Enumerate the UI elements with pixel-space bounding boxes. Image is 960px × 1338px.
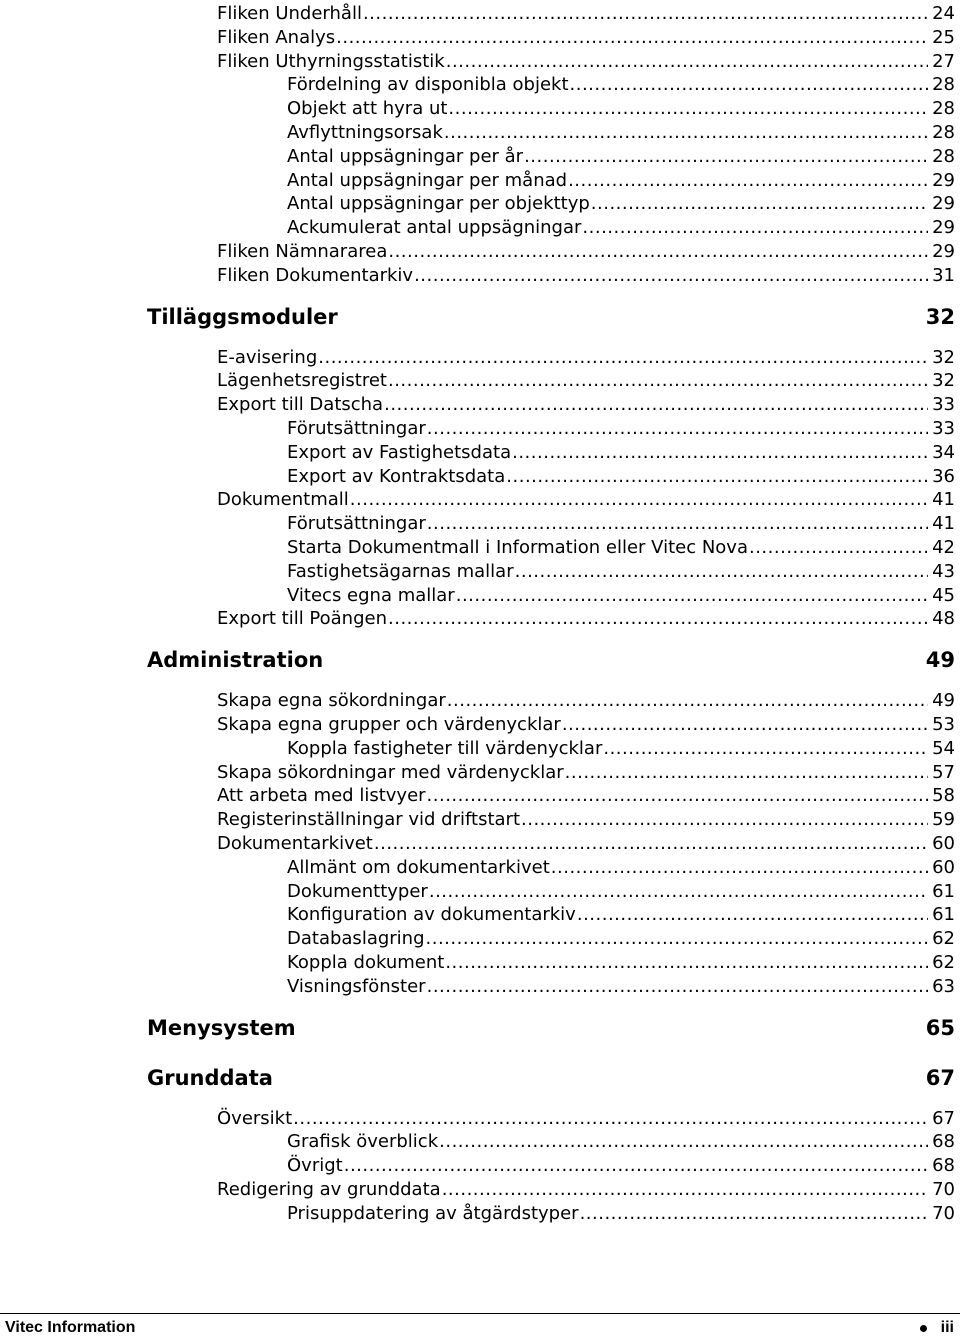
toc-entry-title: Objekt att hyra ut — [287, 98, 448, 120]
toc-entry[interactable] — [287, 737, 955, 761]
toc-entry[interactable] — [287, 927, 955, 951]
toc-entry-page: 41 — [932, 513, 955, 535]
toc-entry-title: Export av Fastighetsdata — [287, 441, 512, 463]
toc-leader-dots — [521, 808, 928, 832]
toc-entry[interactable] — [287, 584, 955, 608]
toc-entry[interactable] — [217, 50, 955, 74]
toc-leader-dots — [426, 927, 929, 951]
toc-leader-dots — [448, 97, 928, 121]
toc-entry[interactable] — [287, 560, 955, 584]
toc-entry-title: Antal uppsägningar per objekttyp — [287, 193, 590, 215]
toc-entry[interactable] — [287, 145, 955, 169]
toc-entry[interactable] — [287, 441, 955, 465]
toc-entry[interactable] — [287, 951, 955, 975]
toc-leader-dots — [427, 784, 929, 808]
toc-entry-title: Fliken Dokumentarkiv — [217, 264, 414, 286]
toc-section-page: 49 — [925, 648, 955, 673]
toc-entry-title: Skapa egna sökordningar — [217, 690, 446, 712]
toc-leader-dots — [350, 488, 928, 512]
toc-entry[interactable] — [287, 856, 955, 880]
toc-leader-dots — [388, 369, 928, 393]
toc-entry[interactable] — [287, 417, 955, 441]
toc-entry-page: 24 — [932, 3, 955, 24]
footer-divider — [0, 1313, 960, 1314]
toc-entry-title: Koppla dokument — [287, 952, 445, 973]
toc-entry-page: 45 — [932, 584, 955, 606]
toc-entry-title: Lägenhetsregistret — [217, 370, 387, 392]
toc-entry-title: Fliken Uthyrningsstatistik — [217, 50, 445, 72]
toc-leader-dots — [445, 951, 928, 975]
toc-entry[interactable] — [287, 97, 955, 121]
toc-leader-dots — [562, 713, 928, 737]
bullet-icon — [920, 1325, 927, 1332]
toc-entry-page: 29 — [932, 217, 955, 239]
toc-entry-page: 32 — [932, 370, 955, 392]
toc-leader-dots — [414, 264, 928, 288]
toc-entry[interactable] — [217, 393, 955, 417]
toc-entry[interactable] — [287, 903, 955, 927]
toc-leader-dots — [444, 121, 928, 145]
toc-leader-dots — [506, 465, 928, 489]
toc-leader-dots — [446, 50, 928, 74]
toc-entry[interactable] — [287, 1202, 955, 1226]
toc-leader-dots — [427, 512, 928, 536]
toc-entry-page: 61 — [932, 904, 955, 926]
toc-leader-dots — [749, 536, 928, 560]
toc-entry-title: Skapa sökordningar med värdenycklar — [217, 761, 564, 783]
toc-entry-title: E-avisering — [217, 346, 318, 368]
toc-entry-page: 28 — [932, 145, 955, 167]
toc-leader-dots — [427, 975, 929, 999]
toc-leader-dots — [570, 73, 929, 97]
toc-entry-title: Export av Kontraktsdata — [287, 465, 506, 487]
toc-entry-page: 41 — [932, 489, 955, 511]
toc-section-heading[interactable] — [147, 302, 955, 332]
toc-entry-title: Konfiguration av dokumentarkiv — [287, 904, 576, 926]
toc-leader-dots — [524, 145, 928, 169]
toc-entry-page: 67 — [932, 1107, 955, 1129]
toc-entry-title: Dokumentmall — [217, 489, 349, 511]
toc-leader-dots — [551, 856, 928, 880]
toc-entry-page: 43 — [932, 560, 955, 582]
footer-page — [920, 1318, 954, 1338]
toc-entry[interactable] — [217, 689, 955, 713]
toc-entry[interactable] — [287, 169, 955, 193]
toc-entry-title: Grafisk överblick — [287, 1131, 439, 1153]
toc-entry-page: 49 — [932, 690, 955, 712]
toc-entry-title: Allmänt om dokumentarkivet — [287, 856, 550, 878]
toc-entry-page: 31 — [932, 264, 955, 286]
toc-leader-dots — [565, 761, 928, 785]
toc-entry-page: 62 — [932, 952, 955, 973]
toc-entry-page: 33 — [932, 394, 955, 416]
toc-entry-page: 29 — [932, 241, 955, 262]
toc-entry[interactable] — [217, 240, 955, 264]
toc-entry-page: 61 — [932, 880, 955, 902]
toc-entry-title: Ackumulerat antal uppsägningar — [287, 217, 582, 239]
toc-leader-dots — [384, 393, 928, 417]
toc-entry-page: 28 — [932, 74, 955, 96]
toc-entry[interactable] — [287, 1154, 955, 1178]
toc-section-heading[interactable] — [147, 1063, 955, 1093]
toc-entry-title: Att arbeta med listvyer — [217, 785, 426, 807]
toc-entry[interactable] — [287, 192, 955, 216]
toc-entry-title: Export till Poängen — [217, 608, 387, 630]
toc-entry-page: 28 — [932, 122, 955, 143]
toc-leader-dots — [374, 832, 928, 856]
toc-entry[interactable] — [217, 761, 955, 785]
toc-entry[interactable] — [217, 488, 955, 512]
toc-leader-dots — [439, 1130, 928, 1154]
toc-entry[interactable] — [217, 784, 955, 808]
toc-entry[interactable] — [287, 121, 955, 145]
toc-entry-page: 68 — [932, 1131, 955, 1153]
toc-entry[interactable] — [217, 369, 955, 393]
toc-leader-dots — [603, 737, 928, 761]
toc-entry-title: Export till Datscha — [217, 394, 384, 416]
toc-entry-title: Antal uppsägningar per månad — [287, 169, 568, 191]
toc-section-title: Administration — [147, 648, 324, 673]
toc-entry-page: 58 — [932, 785, 955, 807]
toc-leader-dots — [515, 560, 928, 584]
toc-section-page: 67 — [925, 1065, 955, 1090]
toc-entry-page: 48 — [932, 608, 955, 630]
toc-entry-title: Dokumentarkivet — [217, 833, 373, 854]
toc-entry-title: Dokumenttyper — [287, 880, 428, 902]
toc-leader-dots — [577, 903, 928, 927]
footer-title: Vitec Information — [5, 1319, 136, 1336]
toc-entry[interactable] — [217, 2, 955, 26]
toc-entry[interactable] — [287, 536, 955, 560]
toc-leader-dots — [582, 216, 928, 240]
toc-entry[interactable] — [217, 264, 955, 288]
toc-entry-title: Koppla fastigheter till värdenycklar — [287, 737, 603, 759]
toc-entry-title: Fliken Underhåll — [217, 3, 362, 24]
toc-leader-dots — [591, 192, 928, 216]
toc-leader-dots — [388, 607, 928, 631]
toc-leader-dots — [447, 689, 928, 713]
toc-entry-page: 60 — [932, 833, 955, 854]
toc-leader-dots — [344, 1154, 928, 1178]
toc-entry-title: Prisuppdatering av åtgärdstyper — [287, 1202, 579, 1224]
toc-entry[interactable] — [287, 975, 955, 999]
toc-entry[interactable] — [287, 216, 955, 240]
toc-leader-dots — [318, 346, 928, 370]
toc-entry-page: 27 — [932, 50, 955, 72]
toc-entry-title: Förutsättningar — [287, 513, 426, 535]
toc-entry-title: Registerinställningar vid driftstart — [217, 809, 521, 831]
toc-entry-page: 29 — [932, 193, 955, 215]
toc-entry[interactable] — [217, 713, 955, 737]
toc-section-heading[interactable] — [147, 645, 955, 675]
toc-entry[interactable] — [217, 607, 955, 631]
toc-entry-title: Övrigt — [287, 1155, 343, 1177]
toc-leader-dots — [363, 2, 928, 26]
toc-entry-title: Databaslagring — [287, 928, 425, 950]
toc-leader-dots — [429, 880, 928, 904]
toc-entry-title: Skapa egna grupper och värdenycklar — [217, 714, 561, 735]
toc-entry-page: 63 — [932, 975, 955, 997]
toc-entry[interactable] — [217, 832, 955, 856]
toc-entry-title: Fliken Nämnararea — [217, 241, 388, 262]
toc-section-title: Grunddata — [147, 1065, 273, 1090]
toc-entry-page: 57 — [932, 761, 955, 783]
toc-leader-dots — [568, 169, 928, 193]
toc-entry-page: 59 — [932, 809, 955, 831]
toc-entry-title: Starta Dokumentmall i Information eller Vitec Nova — [287, 537, 748, 558]
footer-page-number: iii — [940, 1319, 954, 1336]
toc-entry-title: Avflyttningsorsak — [287, 122, 443, 143]
toc-entry[interactable] — [217, 808, 955, 832]
toc-entry[interactable] — [287, 1130, 955, 1154]
toc-section-heading[interactable] — [147, 1013, 955, 1043]
toc-leader-dots — [456, 584, 928, 608]
toc-entry-title: Fliken Analys — [217, 26, 336, 48]
toc-entry-page: 25 — [932, 26, 955, 48]
toc-entry[interactable] — [217, 1107, 955, 1131]
toc-entry-page: 54 — [932, 737, 955, 759]
toc-entry-page: 28 — [932, 98, 955, 120]
toc-entry-page: 70 — [932, 1202, 955, 1224]
toc-entry-page: 36 — [932, 465, 955, 487]
toc-entry-page: 42 — [932, 537, 955, 558]
toc-entry-page: 68 — [932, 1155, 955, 1177]
toc-entry-title: Förutsättningar — [287, 418, 426, 439]
toc-leader-dots — [442, 1178, 928, 1202]
toc-entry[interactable] — [217, 26, 955, 50]
toc-entry-page: 53 — [932, 714, 955, 735]
toc-entry[interactable] — [287, 73, 955, 97]
toc-entry[interactable] — [217, 346, 955, 370]
toc-leader-dots — [512, 441, 928, 465]
toc-section-title: Tilläggsmoduler — [147, 304, 338, 329]
toc-leader-dots — [293, 1107, 928, 1131]
toc-leader-dots — [580, 1202, 929, 1226]
toc-entry-title: Fördelning av disponibla objekt — [287, 74, 569, 96]
toc-leader-dots — [388, 240, 928, 264]
toc-leader-dots — [427, 417, 928, 441]
toc-entry-page: 34 — [932, 441, 955, 463]
toc-entry-title: Redigering av grunddata — [217, 1179, 441, 1200]
toc-entry-title: Antal uppsägningar per år — [287, 145, 524, 167]
toc-entry-page: 62 — [932, 928, 955, 950]
toc-entry-title: Översikt — [217, 1107, 293, 1129]
toc-entry-page: 32 — [932, 346, 955, 368]
toc-entry[interactable] — [287, 465, 955, 489]
toc-entry-title: Fastighetsägarnas mallar — [287, 560, 514, 582]
toc-section-title: Menysystem — [147, 1015, 296, 1040]
toc-entry-page: 70 — [932, 1179, 955, 1200]
toc-leader-dots — [336, 26, 928, 50]
toc-entry-title: Vitecs egna mallar — [287, 584, 455, 606]
toc-section-page: 32 — [925, 304, 955, 329]
toc-entry[interactable] — [287, 880, 955, 904]
toc-section-page: 65 — [925, 1015, 955, 1040]
toc-entry[interactable] — [287, 512, 955, 536]
toc-entry-title: Visningsfönster — [287, 975, 426, 997]
toc-entry-page: 60 — [932, 856, 955, 878]
toc-entry[interactable] — [217, 1178, 955, 1202]
toc-entry-page: 29 — [932, 169, 955, 191]
toc-entry-page: 33 — [932, 418, 955, 439]
